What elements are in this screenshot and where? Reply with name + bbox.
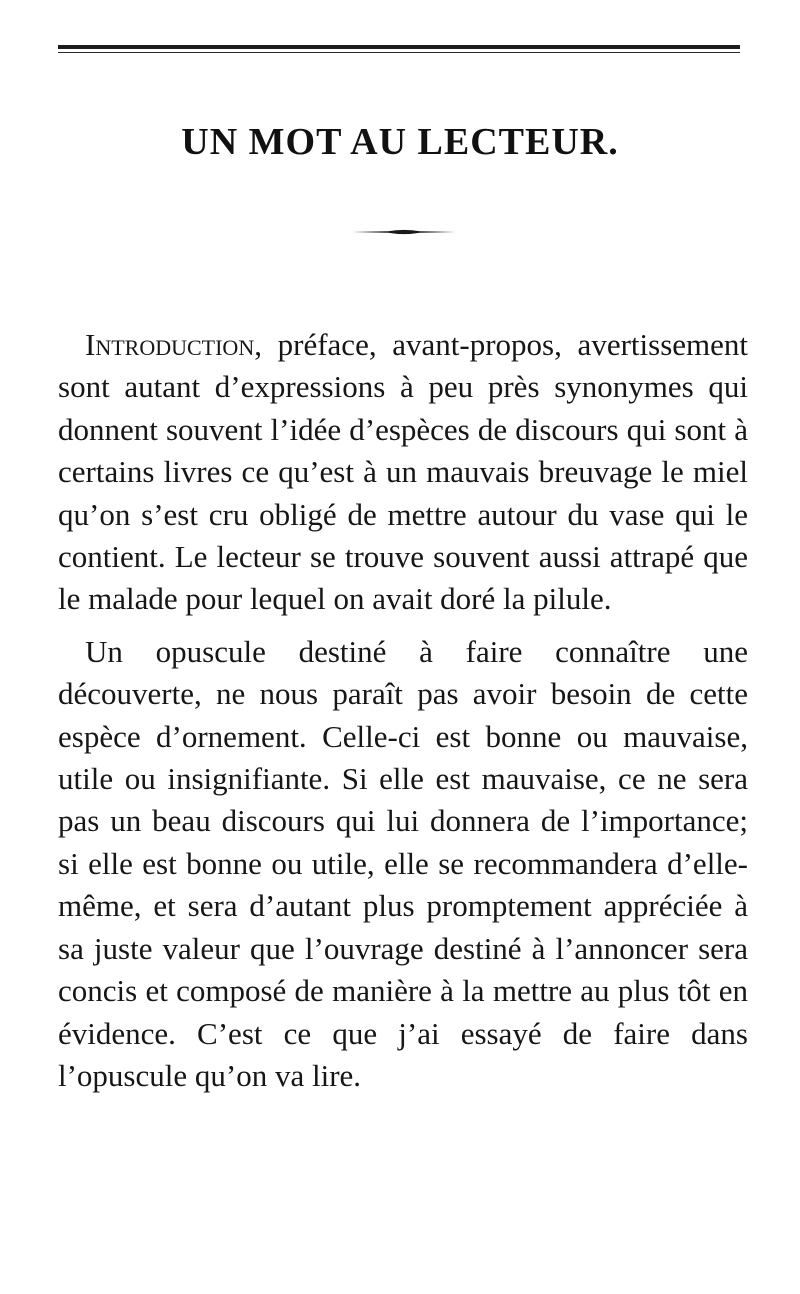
body-text <box>58 324 748 1097</box>
paragraph-opuscule: Un opuscule destiné à faire connaître une découverte, ne nous paraît pas avoir besoin de cette espèce d’ornement. Celle-ci est bonne ou mauvaise, utile ou insignifiante. Si elle est mauvaise, ce ne sera pas un beau discours qui lui donnera de l’importance; si elle est bonne ou utile, elle se recommandera d’elle-même, et sera d’autant plus promptement appréciée à sa juste valeur que l’ouvrage destiné à l’annoncer sera concis et composé de manière à la mettre au plus tôt en évidence. C’est ce que j’ai essayé de faire dans l’opuscule qu’on va lire. <box>58 633 748 1093</box>
header-rule-thick <box>58 45 740 49</box>
title-ornament-rule <box>352 226 456 238</box>
paragraph-text: , préface, avant-propos, avertissement sont autant d’expressions à peu près synonymes qui donnent souvent l’idée d’espèces de discours qui sont à certains livres ce qu’est à un mauvais breuvage le miel qu’on s’est cru obligé de mettre autour du vase qui le contient. Le lecteur se trouve souvent aussi attrapé que le malade pour lequel on avait doré la pilule. <box>58 327 748 617</box>
paragraph-introduction <box>58 324 748 621</box>
page-title: UN MOT AU LECTEUR. <box>181 121 619 163</box>
header-rule-thin <box>58 52 740 53</box>
paragraph-lead-smallcaps: Introduction <box>85 327 255 362</box>
header-double-rule <box>58 45 740 55</box>
